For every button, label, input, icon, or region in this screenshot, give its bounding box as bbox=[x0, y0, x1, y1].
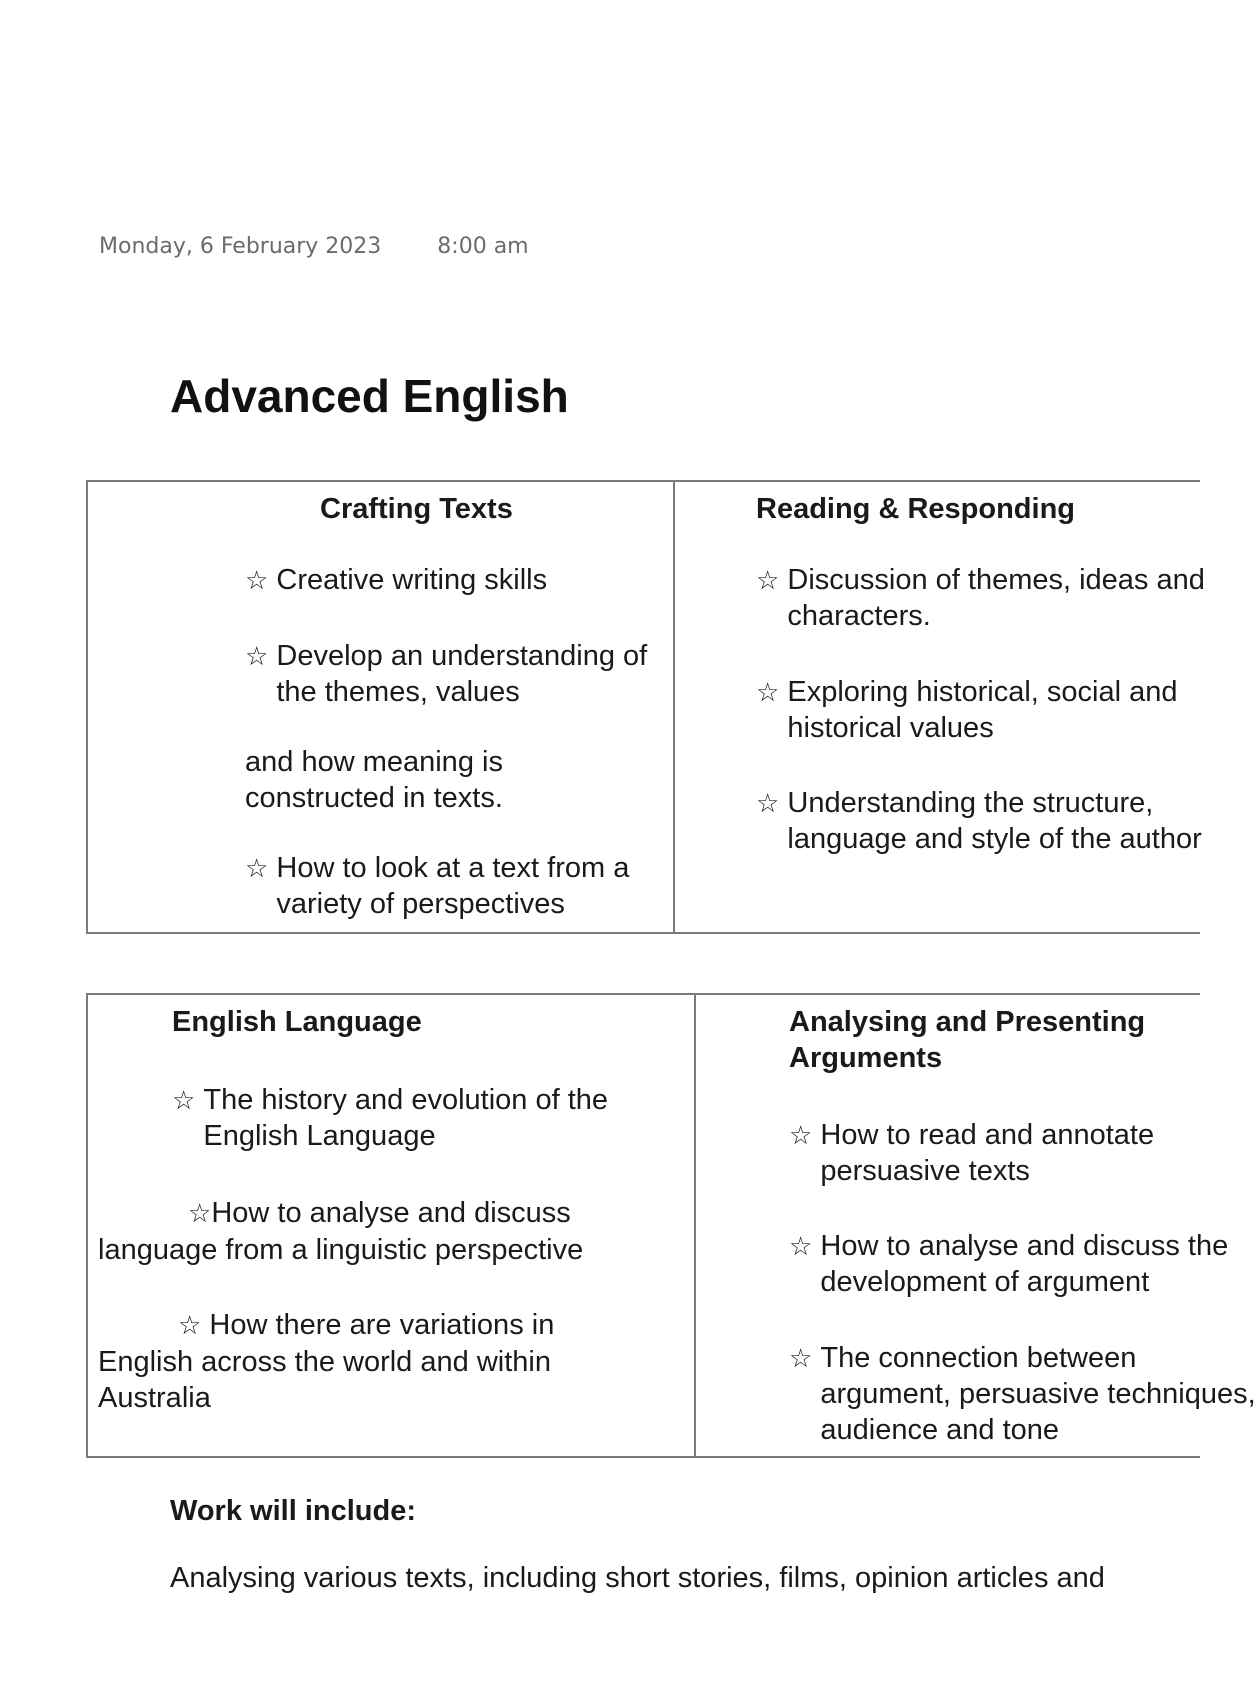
star-outline-icon: ☆ bbox=[172, 1086, 196, 1116]
cell-crafting-texts bbox=[88, 482, 673, 932]
list-item-continuation: and how meaning is constructed in texts. bbox=[245, 746, 503, 814]
item-text-wrapped: Understanding the structure, language and style of the author bbox=[787, 787, 1202, 855]
item-text-wrapped: Exploring historical, social and historical values bbox=[787, 676, 1178, 744]
note-timestamp bbox=[99, 234, 529, 259]
work-heading: Work will include: bbox=[170, 1495, 416, 1527]
course-table-2 bbox=[86, 993, 1256, 1458]
note-date: Monday, 6 February 2023 bbox=[99, 234, 382, 259]
list-item bbox=[789, 1117, 1230, 1189]
star-outline-icon: ☆ bbox=[188, 1199, 212, 1229]
star-outline-icon: ☆ bbox=[789, 1121, 813, 1151]
list-item bbox=[172, 1082, 683, 1154]
course-table-1 bbox=[86, 480, 1205, 934]
item-text-wrapped: Develop an understanding of the themes, values bbox=[276, 640, 648, 708]
cell-heading: Crafting Texts bbox=[320, 493, 513, 525]
list-item: ☆How to analyse and discuss language from a linguistic perspective bbox=[98, 1197, 584, 1266]
star-outline-icon: ☆ bbox=[789, 1232, 813, 1262]
cell-heading: English Language bbox=[172, 1006, 422, 1038]
list-item bbox=[756, 674, 1227, 746]
cell-reading-responding bbox=[675, 482, 1235, 932]
work-line: Analysing various texts, including short stories, films, opinion articles and bbox=[170, 1562, 1105, 1594]
star-outline-icon: ☆ bbox=[245, 854, 269, 884]
work-line-cutoff bbox=[170, 1560, 1200, 1594]
list-item bbox=[245, 638, 676, 710]
star-outline-icon: ☆ bbox=[178, 1311, 202, 1341]
item-text-wrapped: How to look at a text from a variety of perspectives bbox=[276, 852, 630, 920]
star-outline-icon: ☆ bbox=[756, 789, 780, 819]
list-item: ☆ How there are variations in English across the world and within Australia bbox=[98, 1309, 555, 1414]
star-outline-icon: ☆ bbox=[245, 642, 269, 672]
item-text-wrapped: The connection between argument, persuasive techniques, audience and tone bbox=[820, 1342, 1256, 1446]
item-text-wrapped: How to read and annotate persuasive texts bbox=[820, 1119, 1155, 1187]
list-item bbox=[245, 850, 676, 922]
star-outline-icon: ☆ bbox=[756, 678, 780, 708]
list-item: ☆ Creative writing skills bbox=[245, 564, 548, 596]
item-text-wrapped: How to analyse and discuss the development of argument bbox=[820, 1230, 1229, 1298]
star-outline-icon: ☆ bbox=[789, 1344, 813, 1374]
cell-heading: Reading & Responding bbox=[756, 493, 1075, 525]
list-item bbox=[756, 785, 1227, 857]
item-text-wrapped: The history and evolution of the English Language bbox=[203, 1084, 609, 1152]
list-item bbox=[789, 1228, 1260, 1300]
star-outline-icon: ☆ bbox=[245, 566, 269, 596]
list-item bbox=[756, 562, 1227, 634]
cell-heading: Analysing and Presenting Arguments bbox=[789, 1006, 1146, 1074]
list-item bbox=[789, 1340, 1260, 1448]
cell-analysing-arguments bbox=[696, 995, 1256, 1456]
cell-english-language bbox=[88, 995, 694, 1456]
star-outline-icon: ☆ bbox=[756, 566, 780, 596]
page-title: Advanced English bbox=[170, 370, 569, 422]
item-text-wrapped: Discussion of themes, ideas and characters. bbox=[787, 564, 1205, 632]
note-time: 8:00 am bbox=[437, 234, 529, 259]
